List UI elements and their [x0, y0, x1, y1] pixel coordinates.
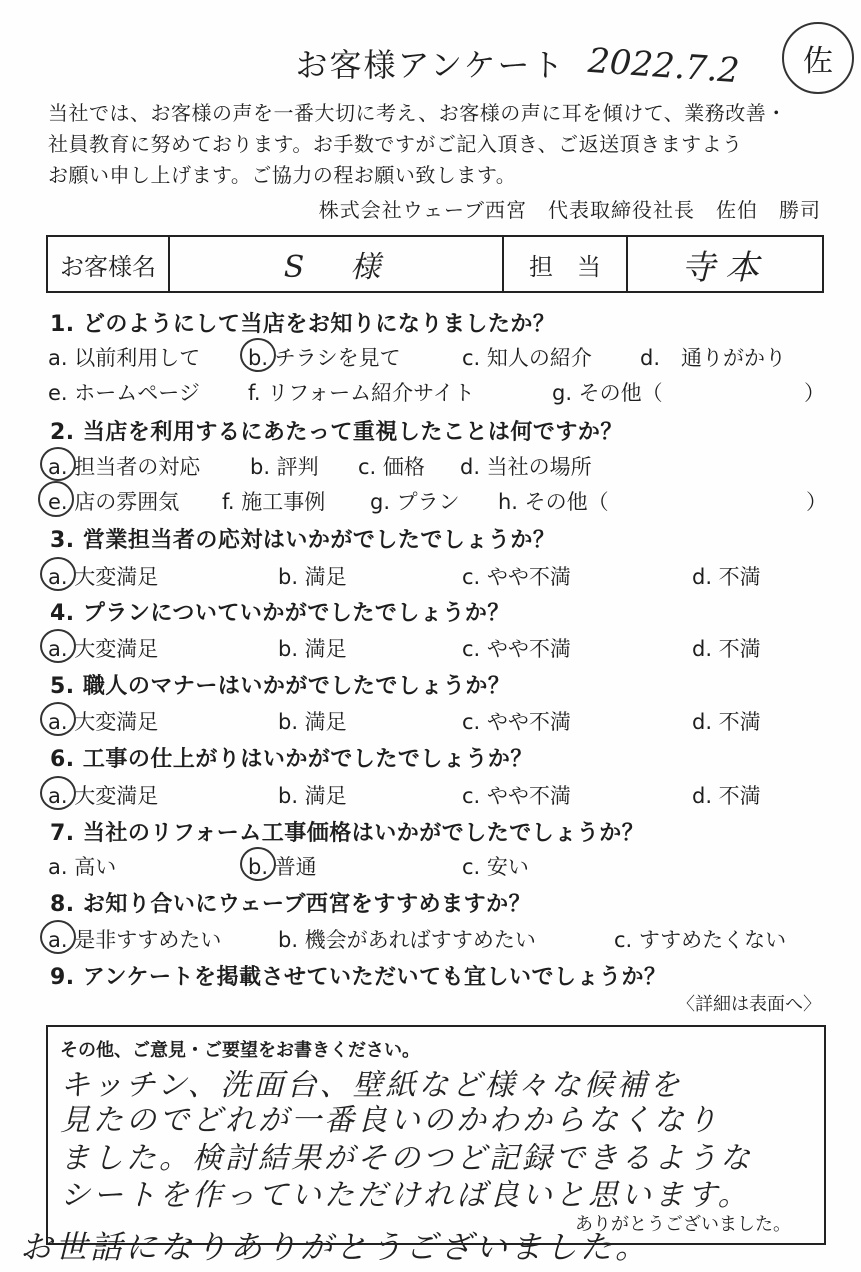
- q3-option-b[interactable]: b. 満足: [278, 565, 347, 589]
- q7-option-b[interactable]: b. 普通: [248, 855, 317, 879]
- thanks-text: ありがとうございました。: [575, 1214, 791, 1235]
- q1-option-a[interactable]: a. 以前利用して: [48, 346, 201, 370]
- seal-stamp: 佐: [782, 22, 854, 94]
- q2-option-h-close: ）: [806, 490, 827, 514]
- question-1: 1. どのようにして当店をお知りになりましたか？: [50, 312, 556, 337]
- handwritten-comment-line-2: 見たのでどれが一番良いのかわからなくなり: [60, 1103, 720, 1138]
- q3-option-a[interactable]: a. 大変満足: [48, 565, 159, 589]
- staff-value[interactable]: 寺本: [681, 247, 769, 288]
- question-7: 7. 当社のリフォーム工事価格はいかがでしたでしょうか？: [50, 821, 645, 846]
- q6-option-a[interactable]: a. 大変満足: [48, 784, 159, 808]
- q2-option-e[interactable]: e. 店の雰囲気: [48, 490, 180, 514]
- q4-option-c[interactable]: c. やや不満: [462, 637, 571, 661]
- q1-option-c[interactable]: c. 知人の紹介: [462, 346, 592, 370]
- question-2: 2. 当店を利用するにあたって重視したことは何ですか？: [50, 420, 623, 445]
- q8-option-b[interactable]: b. 機会があればすすめたい: [278, 928, 536, 952]
- company-signature: 株式会社ウェーブ西宮 代表取締役社長 佐伯 勝司: [318, 198, 821, 222]
- handwritten-comment-line-1: キッチン、洗面台、壁紙など様々な候補を: [60, 1068, 683, 1103]
- q1-option-g[interactable]: g. その他（: [552, 381, 663, 405]
- q1-option-e[interactable]: e. ホームページ: [48, 381, 200, 405]
- q3-option-d[interactable]: d. 不満: [692, 565, 761, 589]
- question-3: 3. 営業担当者の応対はいかがでしたでしょうか？: [50, 528, 556, 553]
- intro-line-2: 社員教育に努めております。お手数ですがご記入頂き、ご返送頂きますよう: [48, 132, 743, 156]
- selection-circle: [240, 338, 276, 372]
- survey-title: お客様アンケート: [295, 46, 566, 84]
- q2-option-a[interactable]: a. 担当者の対応: [48, 455, 201, 479]
- q4-option-b[interactable]: b. 満足: [278, 637, 347, 661]
- handwritten-comment-line-3: ました。検討結果がそのつど記録できるような: [60, 1141, 753, 1176]
- q5-option-b[interactable]: b. 満足: [278, 710, 347, 734]
- intro-line-3: お願い申し上げます。ご協力の程お願い致します。: [48, 163, 517, 187]
- customer-name-value[interactable]: S 様: [170, 237, 504, 291]
- selection-circle: [38, 481, 74, 517]
- q2-option-g[interactable]: g. プラン: [370, 490, 460, 514]
- q2-option-b[interactable]: b. 評判: [250, 455, 319, 479]
- handwritten-date: 2022.7.2: [586, 40, 741, 92]
- selection-circle: [40, 447, 76, 481]
- customer-info-table: [46, 235, 824, 293]
- handwritten-comment-line-5: お世話になりありがとうございました。: [20, 1228, 651, 1266]
- comments-label: その他、ご意見・ご要望をお書きください。: [60, 1040, 420, 1061]
- q9-note: 〈詳細は表面へ〉: [677, 994, 821, 1015]
- q1-option-f[interactable]: f. リフォーム紹介サイト: [248, 381, 475, 405]
- question-8: 8. お知り合いにウェーブ西宮をすすめますか？: [50, 892, 532, 917]
- staff-label: 担 当: [504, 237, 628, 291]
- q2-option-f[interactable]: f. 施工事例: [222, 490, 326, 514]
- q8-option-a[interactable]: a. 是非すすめたい: [48, 928, 222, 952]
- q6-option-b[interactable]: b. 満足: [278, 784, 347, 808]
- q6-option-d[interactable]: d. 不満: [692, 784, 761, 808]
- selection-circle: [240, 847, 276, 881]
- intro-line-1: 当社では、お客様の声を一番大切に考え、お客様の声に耳を傾けて、業務改善・: [48, 101, 787, 125]
- question-5: 5. 職人のマナーはいかがでしたでしょうか？: [50, 674, 511, 699]
- customer-name-label: お客様名: [48, 237, 170, 291]
- question-6: 6. 工事の仕上がりはいかがでしたでしょうか？: [50, 747, 533, 772]
- q6-option-c[interactable]: c. やや不満: [462, 784, 571, 808]
- selection-circle: [40, 920, 76, 954]
- handwritten-comment-line-4: シートを作っていただければ良いと思います。: [60, 1178, 751, 1213]
- q4-option-d[interactable]: d. 不満: [692, 637, 761, 661]
- q4-option-a[interactable]: a. 大変満足: [48, 637, 159, 661]
- question-4: 4. プランについていかがでしたでしょうか？: [50, 601, 510, 626]
- selection-circle: [40, 557, 76, 591]
- q5-option-a[interactable]: a. 大変満足: [48, 710, 159, 734]
- selection-circle: [40, 776, 76, 810]
- question-9: 9. アンケートを掲載させていただいても宜しいでしょうか？: [50, 965, 667, 990]
- q8-option-c[interactable]: c. すすめたくない: [614, 928, 787, 952]
- selection-circle: [40, 702, 76, 736]
- q7-option-a[interactable]: a. 高い: [48, 855, 117, 879]
- selection-circle: [40, 629, 76, 663]
- q3-option-c[interactable]: c. やや不満: [462, 565, 571, 589]
- q5-option-d[interactable]: d. 不満: [692, 710, 761, 734]
- q1-option-b[interactable]: b. チラシを見て: [248, 346, 401, 370]
- q2-option-d[interactable]: d. 当社の場所: [460, 455, 592, 479]
- q2-option-h[interactable]: h. その他（: [498, 490, 609, 514]
- q1-option-d[interactable]: d. 通りがかり: [640, 346, 787, 370]
- q2-option-c[interactable]: c. 価格: [358, 455, 425, 479]
- q7-option-c[interactable]: c. 安い: [462, 855, 529, 879]
- q5-option-c[interactable]: c. やや不満: [462, 710, 571, 734]
- q1-option-g-close: ）: [804, 381, 825, 405]
